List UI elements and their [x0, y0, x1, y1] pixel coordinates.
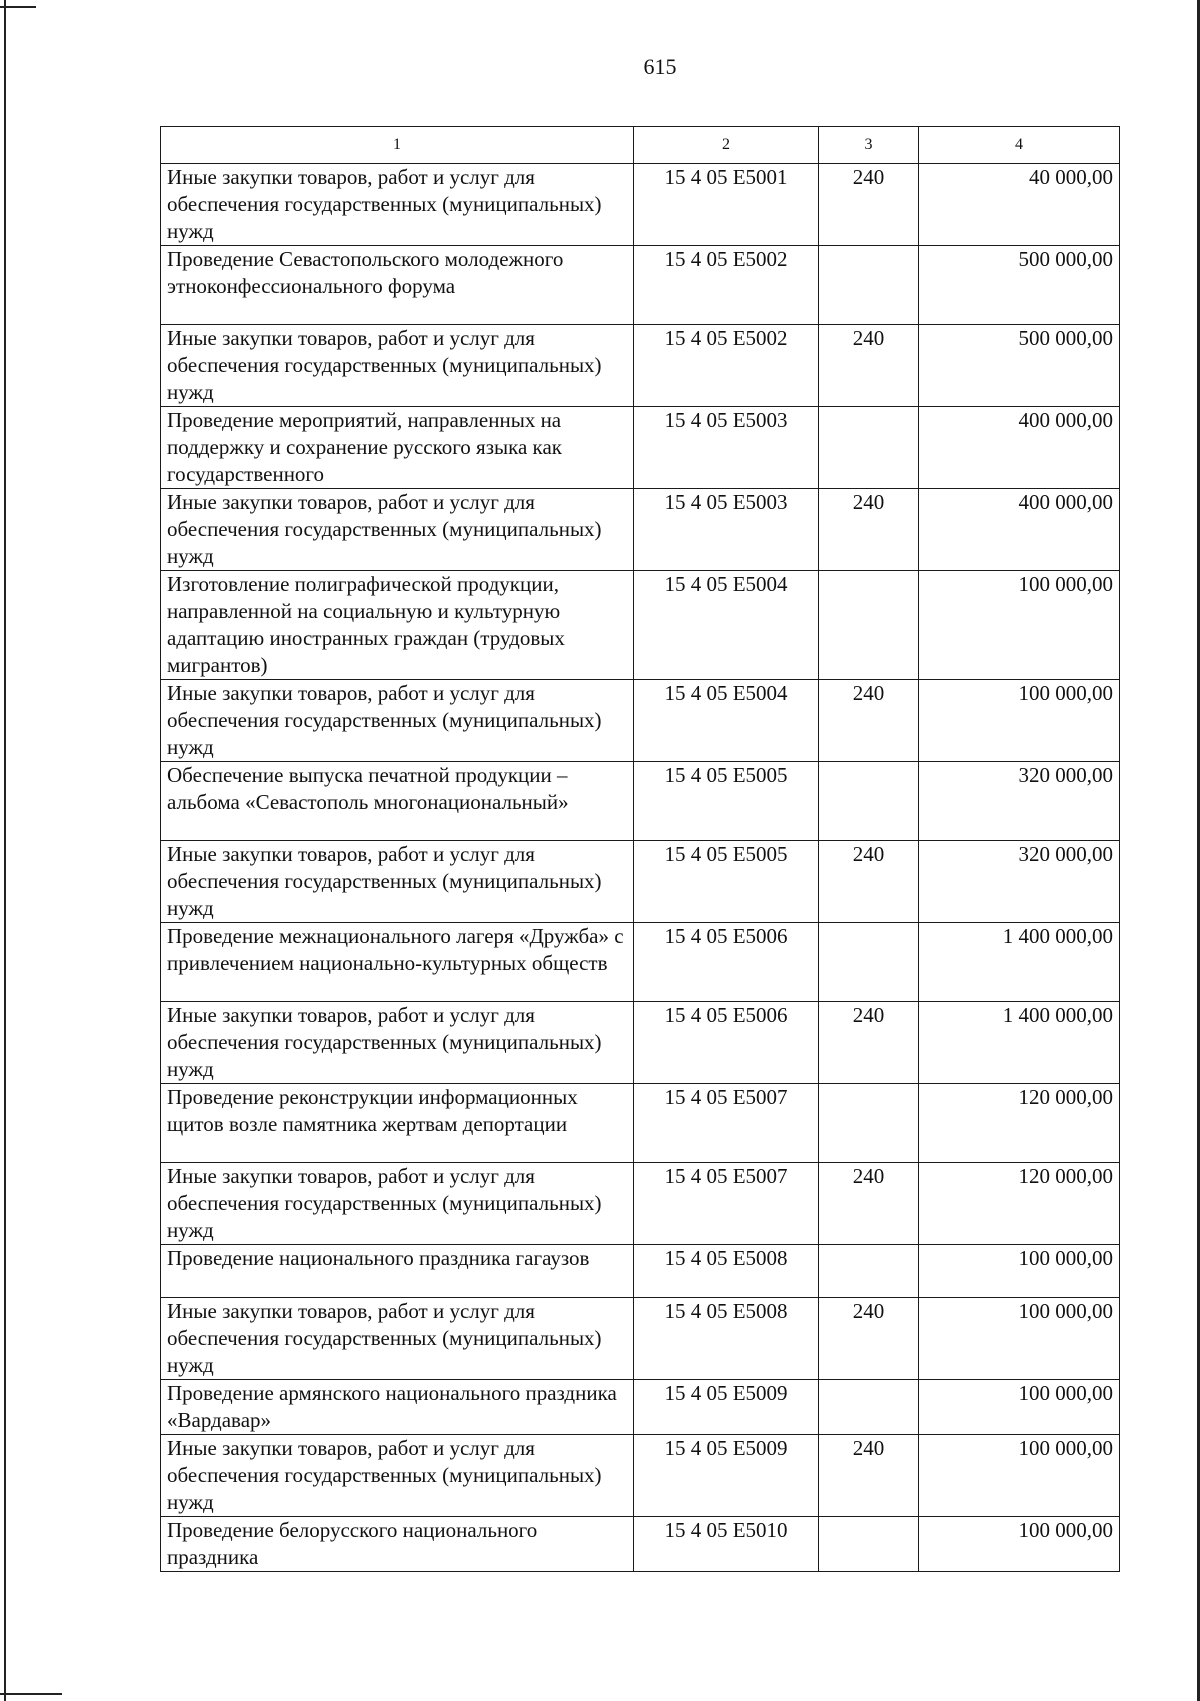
row-amount: 500 000,00 — [919, 325, 1120, 407]
row-code: 15 4 05 Е5005 — [634, 841, 819, 923]
row-amount: 100 000,00 — [919, 1298, 1120, 1380]
row-code: 15 4 05 Е5006 — [634, 923, 819, 1002]
row-kvr: 240 — [819, 680, 919, 762]
table-row — [161, 571, 1120, 680]
row-name: Иные закупки товаров, работ и услуг для обеспечения государственных (муниципальных) нужд — [161, 1163, 634, 1245]
row-name: Проведение армянского национального праздника «Вардавар» — [161, 1380, 634, 1435]
row-name: Проведение национального праздника гагаузов — [161, 1245, 634, 1298]
row-amount: 400 000,00 — [919, 489, 1120, 571]
row-name: Иные закупки товаров, работ и услуг для обеспечения государственных (муниципальных) нужд — [161, 325, 634, 407]
scan-corner-mark-bottom — [0, 1693, 62, 1695]
row-code: 15 4 05 Е5002 — [634, 246, 819, 325]
row-name: Иные закупки товаров, работ и услуг для обеспечения государственных (муниципальных) нужд — [161, 1002, 634, 1084]
row-kvr: 240 — [819, 841, 919, 923]
row-code: 15 4 05 Е5006 — [634, 1002, 819, 1084]
row-amount: 100 000,00 — [919, 571, 1120, 680]
row-code: 15 4 05 Е5007 — [634, 1163, 819, 1245]
row-kvr: 240 — [819, 1298, 919, 1380]
table-row — [161, 164, 1120, 246]
row-kvr — [819, 762, 919, 841]
row-kvr — [819, 407, 919, 489]
row-kvr — [819, 1517, 919, 1572]
row-code: 15 4 05 Е5001 — [634, 164, 819, 246]
row-kvr: 240 — [819, 325, 919, 407]
row-name: Иные закупки товаров, работ и услуг для обеспечения государственных (муниципальных) нужд — [161, 841, 634, 923]
header-col-4: 4 — [919, 127, 1120, 164]
row-code: 15 4 05 Е5007 — [634, 1084, 819, 1163]
table-row — [161, 762, 1120, 841]
table-body — [161, 164, 1120, 1572]
table-row — [161, 1380, 1120, 1435]
table-row — [161, 1084, 1120, 1163]
table-row — [161, 1517, 1120, 1572]
table-row — [161, 1435, 1120, 1517]
row-code: 15 4 05 Е5008 — [634, 1298, 819, 1380]
scan-edge-left — [4, 0, 6, 1701]
table-row — [161, 407, 1120, 489]
row-code: 15 4 05 Е5009 — [634, 1435, 819, 1517]
table-row — [161, 1245, 1120, 1298]
row-code: 15 4 05 Е5002 — [634, 325, 819, 407]
row-kvr — [819, 1380, 919, 1435]
row-amount: 120 000,00 — [919, 1084, 1120, 1163]
row-name: Проведение мероприятий, направленных на поддержку и сохранение русского языка как государственного — [161, 407, 634, 489]
row-code: 15 4 05 Е5004 — [634, 680, 819, 762]
row-name: Проведение межнационального лагеря «Дружба» с привлечением национально-культурных обществ — [161, 923, 634, 1002]
table-row — [161, 325, 1120, 407]
table-row — [161, 841, 1120, 923]
row-kvr: 240 — [819, 1435, 919, 1517]
row-amount: 120 000,00 — [919, 1163, 1120, 1245]
row-kvr: 240 — [819, 489, 919, 571]
row-amount: 100 000,00 — [919, 1245, 1120, 1298]
row-kvr — [819, 1245, 919, 1298]
row-name: Проведение Севастопольского молодежного этноконфессионального форума — [161, 246, 634, 325]
header-col-1: 1 — [161, 127, 634, 164]
row-name: Обеспечение выпуска печатной продукции – альбома «Севастополь многонациональный» — [161, 762, 634, 841]
row-code: 15 4 05 Е5003 — [634, 489, 819, 571]
row-kvr: 240 — [819, 1163, 919, 1245]
row-amount: 100 000,00 — [919, 1380, 1120, 1435]
row-amount: 320 000,00 — [919, 841, 1120, 923]
table-row — [161, 680, 1120, 762]
scan-corner-mark-top — [0, 6, 36, 8]
row-amount: 500 000,00 — [919, 246, 1120, 325]
row-name: Иные закупки товаров, работ и услуг для обеспечения государственных (муниципальных) нужд — [161, 489, 634, 571]
row-code: 15 4 05 Е5010 — [634, 1517, 819, 1572]
row-amount: 1 400 000,00 — [919, 1002, 1120, 1084]
row-amount: 100 000,00 — [919, 1435, 1120, 1517]
row-kvr — [819, 1084, 919, 1163]
table-row — [161, 923, 1120, 1002]
row-name: Иные закупки товаров, работ и услуг для обеспечения государственных (муниципальных) нужд — [161, 1435, 634, 1517]
row-amount: 100 000,00 — [919, 1517, 1120, 1572]
header-col-3: 3 — [819, 127, 919, 164]
row-code: 15 4 05 Е5003 — [634, 407, 819, 489]
row-code: 15 4 05 Е5004 — [634, 571, 819, 680]
row-code: 15 4 05 Е5008 — [634, 1245, 819, 1298]
table-row — [161, 1002, 1120, 1084]
row-amount: 1 400 000,00 — [919, 923, 1120, 1002]
row-name: Иные закупки товаров, работ и услуг для обеспечения государственных (муниципальных) нужд — [161, 680, 634, 762]
row-name: Проведение белорусского национального праздника — [161, 1517, 634, 1572]
row-amount: 100 000,00 — [919, 680, 1120, 762]
table-row — [161, 1298, 1120, 1380]
row-amount: 320 000,00 — [919, 762, 1120, 841]
page-number: 615 — [643, 54, 677, 79]
row-amount: 400 000,00 — [919, 407, 1120, 489]
row-amount: 40 000,00 — [919, 164, 1120, 246]
row-kvr — [819, 923, 919, 1002]
row-code: 15 4 05 Е5005 — [634, 762, 819, 841]
table-row — [161, 246, 1120, 325]
table-header — [161, 127, 1120, 164]
row-kvr: 240 — [819, 164, 919, 246]
row-kvr: 240 — [819, 1002, 919, 1084]
budget-table — [160, 126, 1120, 1572]
header-col-2: 2 — [634, 127, 819, 164]
row-name: Иные закупки товаров, работ и услуг для обеспечения государственных (муниципальных) нужд — [161, 1298, 634, 1380]
row-name: Иные закупки товаров, работ и услуг для обеспечения государственных (муниципальных) нужд — [161, 164, 634, 246]
header-row — [161, 127, 1120, 164]
row-name: Изготовление полиграфической продукции, направленной на социальную и культурную адаптацию иностранных граждан (трудовых мигрантов) — [161, 571, 634, 680]
row-name: Проведение реконструкции информационных щитов возле памятника жертвам депортации — [161, 1084, 634, 1163]
row-kvr — [819, 246, 919, 325]
table-row — [161, 489, 1120, 571]
table-row — [161, 1163, 1120, 1245]
row-kvr — [819, 571, 919, 680]
row-code: 15 4 05 Е5009 — [634, 1380, 819, 1435]
